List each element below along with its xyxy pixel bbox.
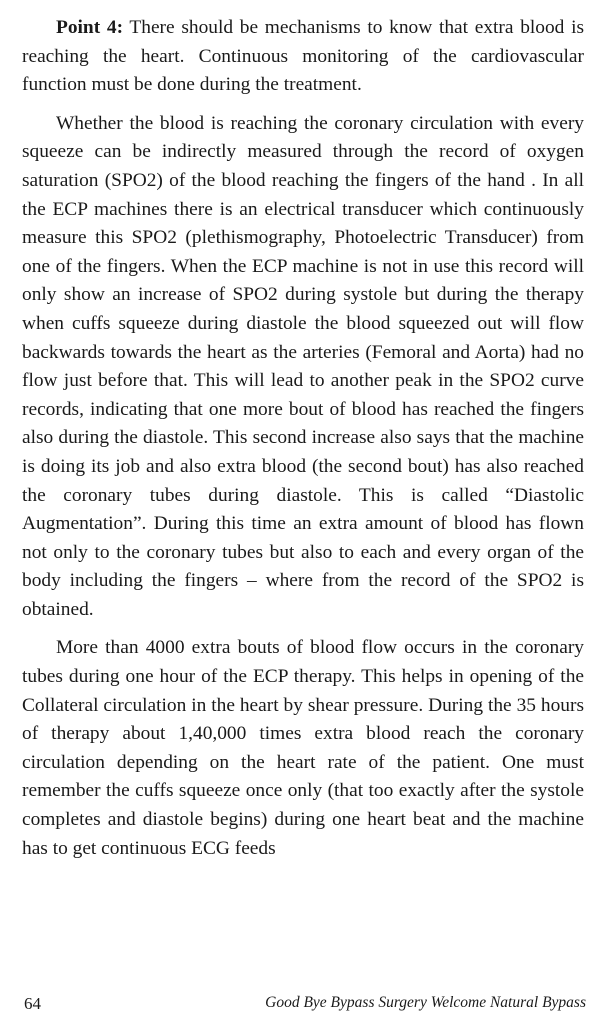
paragraph-text: Whether the blood is reaching the coronary circulation with every squeeze can be indirectly measured through the record of oxygen saturation (SPO2) of the blood reaching the fingers of the hand . In all the ECP machines there is an electrical transducer which continuously measure this SPO2 (plethismography, Photoelectric Transducer) from one of the fingers. When the ECP machine is not in use this record will only show an increase of SPO2 during systole but during the therapy when cuffs squeeze during diastole the blood squeezed out will flow backwards towards the heart as the arteries (Femoral and Aorta) had no flow just before that. This will lead to another peak in the SPO2 curve records, indicating that one more bout of blood has reached the fingers also during the diastole. This second increase also says that the machine is doing its job and also extra blood (the second bout) has also reached the coronary tubes during diastole. This is called “Diastolic Augmentation”. During this time an extra amount of blood has flown not only to the coronary tubes but also to each and every organ of the body including the fingers – where from the record of the SPO2 is obtained. xyxy=(22,112,584,620)
paragraph-text: More than 4000 extra bouts of blood flow occurs in the coronary tubes during one hour of the ECP therapy. This helps in opening of the Collateral circulation in the heart by shear pressure. During the 35 hours of therapy about 1,40,000 times extra blood reach the coronary circulation depending on the heart rate of the patient. One must remember the cuffs squeeze once only (that too exactly after the systole completes and diastole begins) during one heart beat and the machine has to get continuous ECG feeds xyxy=(22,637,584,859)
page-number: 64 xyxy=(24,994,41,1013)
body-text xyxy=(22,14,584,873)
paragraph-spo2-monitoring xyxy=(22,110,584,625)
paragraph-extra-blood-bouts xyxy=(22,634,584,863)
point-4-heading: Point 4: xyxy=(56,17,124,38)
paragraph-text: There should be mechanisms to know that extra blood is reaching the heart. Continuous monitoring of the cardiovascular function must be done during the treatment. xyxy=(22,17,585,96)
page-footer xyxy=(24,994,586,1018)
paragraph-point-4 xyxy=(22,14,584,100)
running-title: Good Bye Bypass Surgery Welcome Natural Bypass xyxy=(265,994,586,1011)
